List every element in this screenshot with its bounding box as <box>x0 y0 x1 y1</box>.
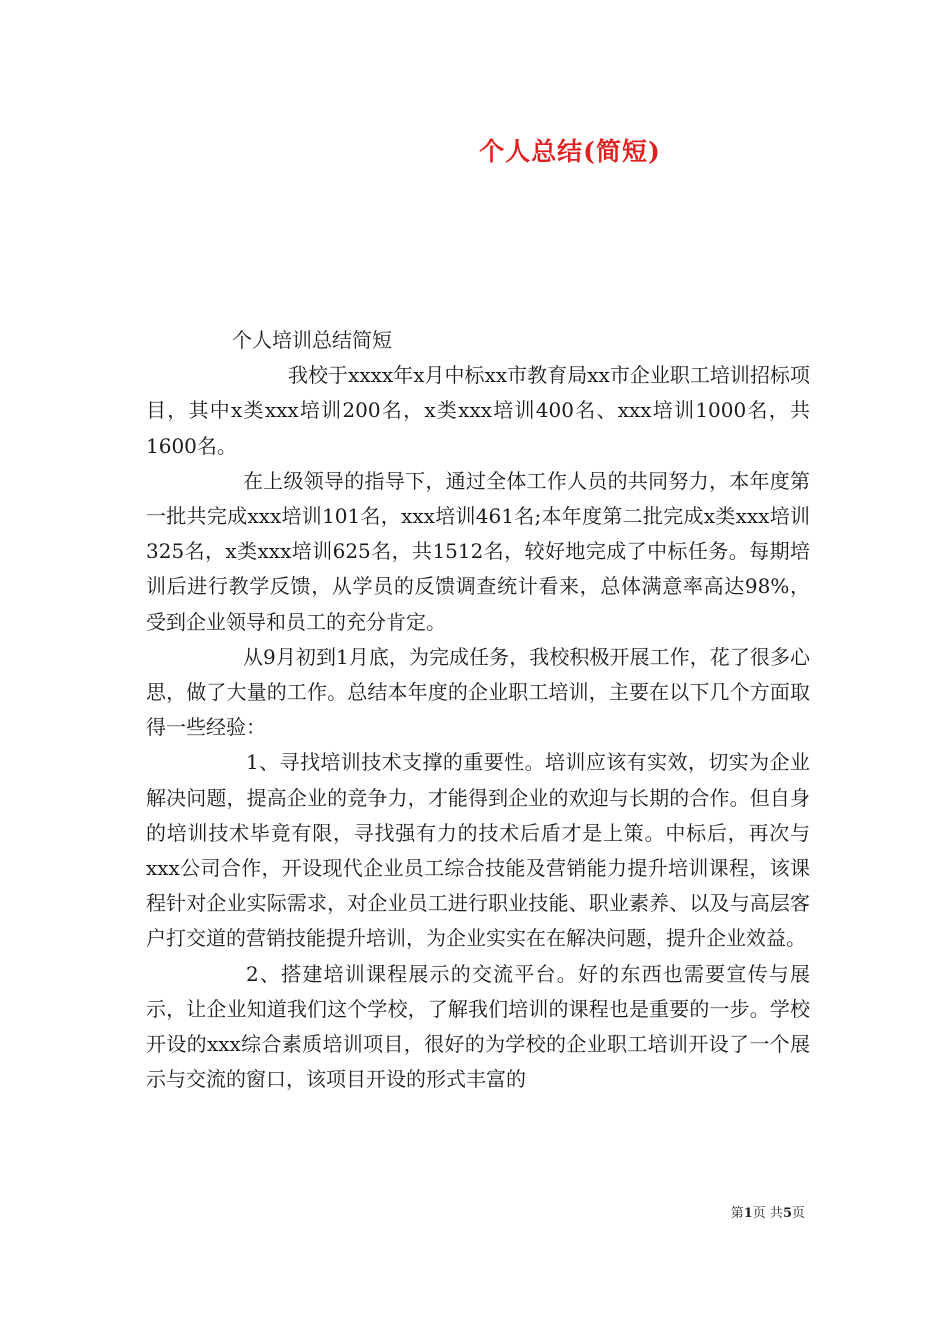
paragraph: 1、寻找培训技术支撑的重要性。培训应该有实效，切实为企业解决问题，提高企业的竞争力，才能得到企业的欢迎与长期的合作。但自身的培训技术毕竟有限，寻找强有力的技术后盾才是上策。中标后，再次与xxx公司合作，开设现代企业员工综合技能及营销能力提升培训课程，该课程针对企业实际需求，对企业员工进行职业技能、职业素养、以及与高层客户打交道的营销技能提升培训，为企业实实在在解决问题，提升企业效益。 <box>146 750 810 951</box>
footer-suffix: 页 <box>791 1206 805 1221</box>
paragraph: 从9月初到1月底，为完成任务，我校积极开展工作，花了很多心思，做了大量的工作。总结本年度的企业职工培训，主要在以下几个方面取得一些经验： <box>146 644 810 740</box>
footer-page-number: 1 <box>743 1206 753 1221</box>
document-subtitle: 个人培训总结简短 <box>232 328 392 352</box>
document-title: 个人总结(简短) <box>479 137 661 166</box>
paragraph: 在上级领导的指导下，通过全体工作人员的共同努力，本年度第一批共完成xxx培训101名，xxx培训461名;本年度第二批完成x类xxx培训325名，x类xxx培训625名，共1512名，较好地完成了中标任务。每期培训后进行教学反馈，从学员的反馈调查统计看来，总体满意率高达98%，受到企业领导和员工的充分肯定。 <box>146 468 810 634</box>
page-footer <box>731 1202 805 1221</box>
footer-prefix: 第 <box>730 1206 744 1221</box>
paragraph: 我校于xxxx年x月中标xx市教育局xx市企业职工培训招标项目，其中x类xxx培训200名，x类xxx培训400名、xxx培训1000名，共1600名。 <box>146 363 810 458</box>
paragraph: 2、搭建培训课程展示的交流平台。好的东西也需要宣传与展示，让企业知道我们这个学校，了解我们培训的课程也是重要的一步。学校开设的xxx综合素质培训项目，很好的为学校的企业职工培训开设了一个展示与交流的窗口，该项目开设的形式丰富的 <box>146 961 810 1092</box>
footer-page-total: 5 <box>782 1206 792 1221</box>
document-body <box>146 323 810 1097</box>
footer-middle: 页 共 <box>752 1206 783 1221</box>
